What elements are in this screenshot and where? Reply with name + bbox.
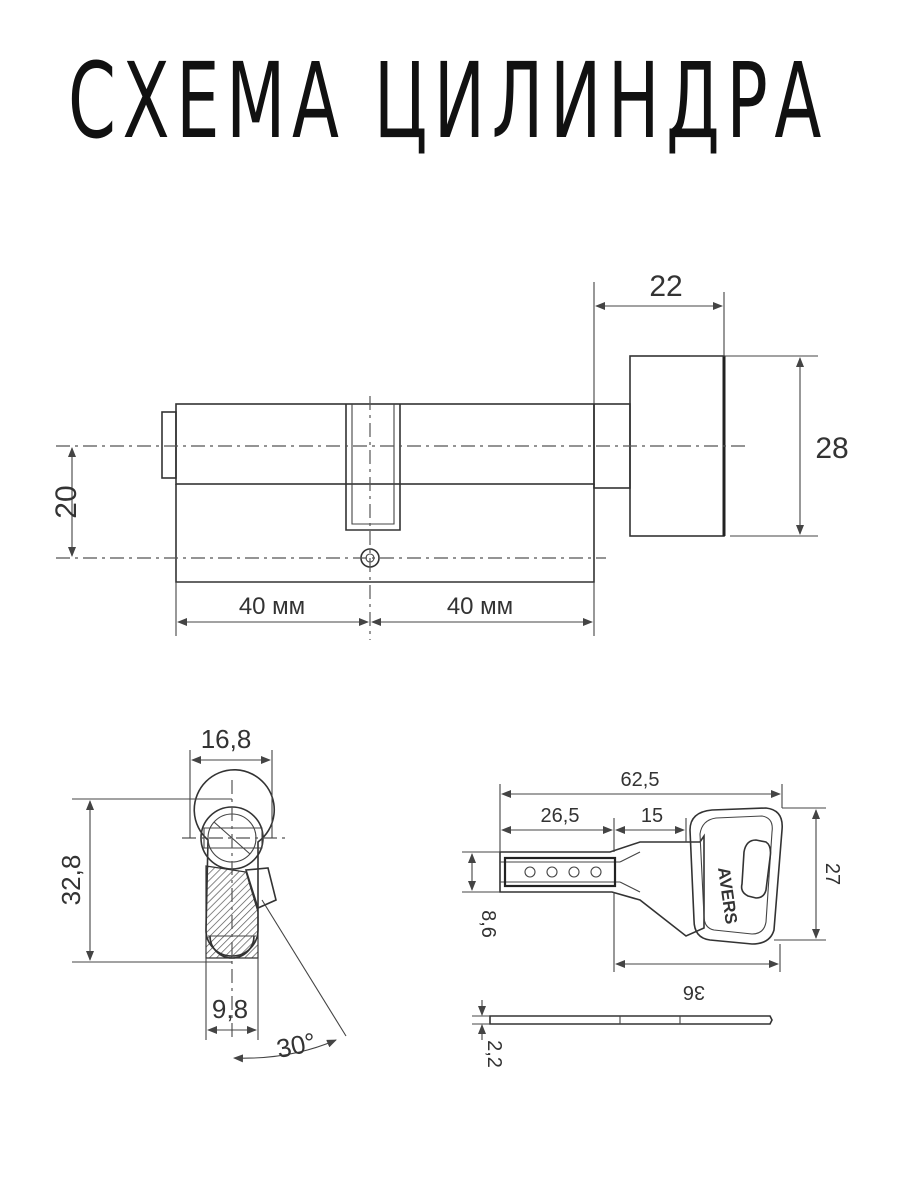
key-side-view: [472, 1000, 772, 1068]
cylinder-lower-profile: [176, 484, 594, 582]
key-drawing: [500, 808, 782, 944]
dim-label-30: 30°: [273, 1026, 319, 1064]
dim-lengths: [176, 582, 594, 636]
dim-label-20: 20: [50, 485, 83, 519]
dim-key-parts: [502, 805, 686, 852]
key-dimples: [525, 867, 601, 877]
dim-key-shank: [614, 892, 780, 1003]
dim-key-blade-height: [462, 852, 500, 938]
dim-label-15: 15: [640, 805, 664, 827]
left-cap: [162, 412, 176, 478]
dim-label-9-8: 9,8: [211, 994, 249, 1024]
dim-label-27: 27: [821, 862, 843, 886]
cam-slot: [346, 404, 400, 530]
dim-label-2-2: 2,2: [483, 1040, 505, 1068]
dim-label-62-5: 62,5: [620, 769, 660, 791]
dim-label-right-40: 40 мм: [446, 593, 514, 620]
dim-label-left-40: 40 мм: [238, 593, 306, 620]
dim-knob-length: [594, 270, 724, 404]
dim-label-8-6: 8,6: [477, 910, 499, 938]
dim-angle: [234, 1026, 336, 1064]
cylinder-profile-view: [182, 770, 346, 1040]
dim-label-22: 22: [649, 270, 683, 303]
dim-label-36: 36: [682, 981, 706, 1003]
dim-height: [50, 448, 83, 556]
cylinder-side-view: [56, 356, 746, 640]
cylinder-body: [176, 404, 594, 484]
dim-label-16-8: 16,8: [200, 724, 252, 754]
dim-label-32-8: 32,8: [56, 854, 86, 906]
key-brand-logo: AVERS: [714, 865, 741, 926]
dim-label-28: 28: [815, 432, 849, 465]
dim-key-head-height: [774, 808, 843, 940]
dim-profile-width: [190, 724, 272, 838]
page-title: СХЕМА ЦИЛИНДРА: [68, 40, 828, 162]
dim-label-26-5: 26,5: [540, 805, 580, 827]
key-hole: [742, 840, 771, 898]
